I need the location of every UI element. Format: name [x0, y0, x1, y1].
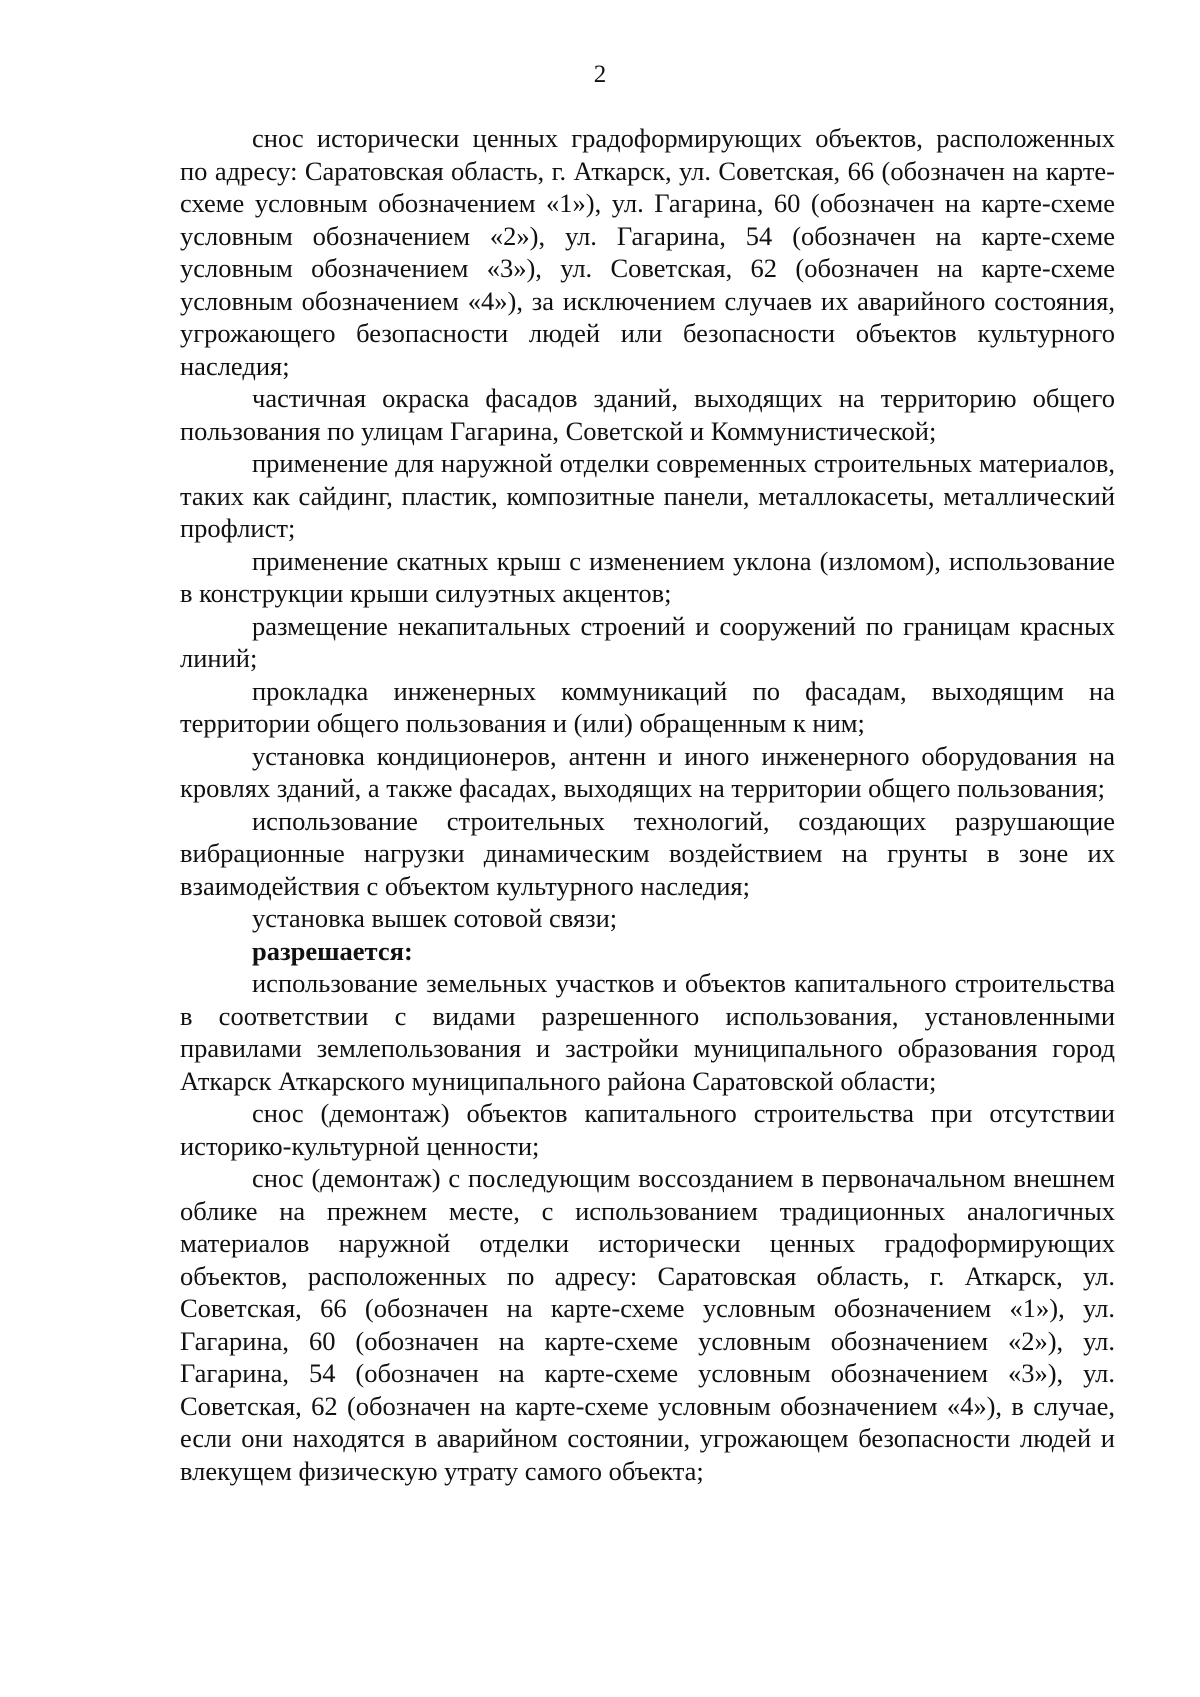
- section-heading-permitted: разрешается:: [252, 935, 413, 966]
- paragraph-modern-finishing-materials: применение для наружной отделки современных строительных материалов, таких как сайдинг, пластик, композитные панели, металлокасеты, металлический профлист;: [180, 448, 1115, 543]
- paragraph-demolition-prohibited: снос исторически ценных градоформирующих объектов, расположенных по адресу: Саратовская область, г. Аткарск, ул. Советская, 66 (обозначен на карте-схеме условным обозначением «1»), ул. Гагарина, 60 (обозначен на карте-схеме условным обозначением «2»), ул. Гагарина, 54 (обозначен на карте-схеме условным обозначением «3»), ул. Советская, 62 (обозначен на карте-схеме условным обозначением «4»), за исключением случаев их аварийного состояния, угрожающего безопасности людей или безопасности объектов культурного наследия;: [180, 123, 1115, 381]
- paragraph-land-use: использование земельных участков и объектов капитального строительства в соответствии с видами разрешенного использования, установленными правилами землепользования и застройки муниципального образования город Аткарск Аткарского муниципального района Саратовской области;: [180, 968, 1115, 1096]
- paragraph-temporary-structures: размещение некапитальных строений и сооружений по границам красных линий;: [180, 610, 1115, 673]
- paragraph-partial-facade-painting: частичная окраска фасадов зданий, выходящих на территорию общего пользования по улицам Гагарина, Советской и Коммунистической;: [180, 383, 1115, 446]
- paragraph-air-conditioners-antennas: установка кондиционеров, антенн и иного инженерного оборудования на кровлях зданий, а также фасадах, выходящих на территории общего пользования;: [180, 740, 1115, 803]
- paragraph-demolition-no-value: снос (демонтаж) объектов капитального строительства при отсутствии историко-культурной ценности;: [180, 1098, 1115, 1161]
- page-number: 2: [593, 61, 607, 88]
- paragraph-pitched-roofs: применение скатных крыш с изменением уклона (изломом), использование в конструкции крыши силуэтных акцентов;: [180, 545, 1115, 608]
- paragraph-utility-lines: прокладка инженерных коммуникаций по фасадам, выходящим на территории общего пользования и (или) обращенным к ним;: [180, 675, 1115, 738]
- paragraph-cell-towers: установка вышек сотовой связи;: [252, 903, 618, 933]
- paragraph-demolition-reconstruction: снос (демонтаж) с последующим воссозданием в первоначальном внешнем облике на прежнем месте, с использованием традиционных аналогичных материалов наружной отделки исторически ценных градоформирующих объектов, расположенных по адресу: Саратовская область, г. Аткарск, ул. Советская, 66 (обозначен на карте-схеме условным обозначением «1»), ул. Гагарина, 60 (обозначен на карте-схеме условным обозначением «2»), ул. Гагарина, 54 (обозначен на карте-схеме условным обозначением «3»), ул. Советская, 62 (обозначен на карте-схеме условным обозначением «4»), в случае, если они находятся в аварийном состоянии, угрожающем безопасности людей и влекущем физическую утрату самого объекта;: [180, 1163, 1115, 1486]
- document-body: [180, 122, 1115, 1487]
- paragraph-vibration-technologies: использование строительных технологий, создающих разрушающие вибрационные нагрузки динамическим воздействием на грунты в зоне их взаимодействия с объектом культурного наследия;: [180, 805, 1115, 901]
